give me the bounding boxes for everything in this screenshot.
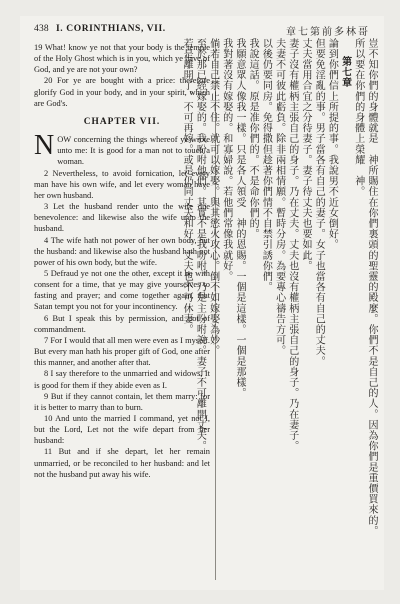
verse-19: 19 What! know ye not that your body is the temple of the Holy Ghost which is in you, which ye have of God, and ye are not your own?: [34, 43, 210, 75]
chinese-line: 論到你們信上所提的事。我說男不近女倒好。: [326, 38, 338, 250]
verse-5: 5 Defraud ye not one the other, except it be with consent for a time, that ye may give yourselves to fasting and prayer; and come together again, that Satan tempt you not for your incontinency.: [34, 268, 210, 312]
chinese-line: 至於那已經嫁娶的。我吩咐他們。其實不是我吩咐。乃是主吩咐說。妻子不可離開丈夫。: [194, 38, 206, 452]
chinese-line: 丈夫當用合宜之分待妻子。妻子待丈夫也要如此。: [299, 38, 311, 272]
chapter-heading: CHAPTER VII.: [83, 116, 161, 127]
page-number: 438: [34, 24, 49, 34]
verse-3: 3 Let the husband render unto the wife due benevolence: and likewise also the wife unto the husband.: [34, 202, 210, 234]
verse-6: 6 But I speak this by permission, and not of commandment.: [34, 313, 210, 334]
chinese-line: 我說這話。原是准你們的。不是命你們的。: [247, 38, 259, 240]
chinese-line: 夫妻不可彼此虧負。除非兩相情願。暫時分房。為要專心禱告方可。: [273, 38, 285, 356]
chinese-line: 我願意眾人像我一樣。只是各人領受 神的恩賜。一個是這樣。一個是那樣。: [233, 38, 245, 399]
verse-10: 10 And unto the married I command, yet not I, but the Lord, Let not the wife depart from her husband:: [34, 414, 210, 446]
verse-2: 2 Nevertheless, to avoid fornication, let every man have his own wife, and let every woman have her own husband.: [34, 168, 210, 200]
chinese-line: 所以要在你們的身體上榮耀 神。: [352, 38, 364, 197]
verse-11: 11 But and if she depart, let her remain unmarried, or be reconciled to her husband: and let not the husband put away his wife.: [34, 447, 210, 479]
chinese-line: 妻子沒有權柄主張自己的身子。乃在丈夫。丈夫也沒有權柄主張自己的身子。乃在妻子。: [286, 38, 298, 452]
page-header: [34, 24, 374, 38]
verse-4: 4 The wife hath not power of her own body, but the husband: and likewise also the husband hath not power of his own body, but the wife.: [34, 235, 210, 267]
chinese-running-title: 章七第前多林哥: [286, 27, 370, 38]
verse-1-text: OW concerning the things whereof ye wrote unto me: It is good for a man not to touch a woman.: [57, 135, 210, 167]
chinese-chapter-heading: 第七章: [339, 56, 351, 88]
drop-cap-letter: N: [34, 130, 55, 162]
chinese-line: 以後仍要同房。免得撒但趁著你們情不自禁引誘你們。: [260, 38, 272, 293]
chinese-line: 我對著沒有嫁娶的。和寡婦說。若他們常像我就好。: [220, 38, 232, 282]
verse-7: 7 For I would that all men were even as I myself. But every man hath his proper gift of God, one after this manner, and another after that.: [34, 335, 210, 368]
book-title: I. CORINTHIANS, VII.: [56, 24, 166, 34]
chinese-line: 但要免淫亂的事。男子當各有自己的妻子。女子也當各有自己的丈夫。: [313, 38, 325, 367]
verse-20: 20 For ye are bought with a price: therefore glorify God in your body, and in your spirit, which are God's.: [34, 76, 210, 108]
chinese-column: [181, 38, 378, 586]
chinese-line: 倘若自己禁止不住。就可以嫁娶。與其慾火攻心。倒不如嫁娶為妙。: [207, 38, 219, 356]
scripture-page: [20, 16, 384, 590]
chinese-line: 若是離開了。不可再嫁。或是仍同丈夫和好。丈夫也不可休妻。: [181, 38, 193, 335]
chinese-line: 豈不知你們的身體就是 神所賜住在你們裏頭的聖靈的殿麼。你們不是自己的人。因為你們是重價買來的。: [366, 38, 377, 537]
verse-8: 8 I say therefore to the unmarried and widows, It is good for them if they abide even as I.: [34, 369, 210, 390]
verse-9: 9 But if they cannot contain, let them marry: for it is better to marry than to burn.: [34, 391, 210, 412]
